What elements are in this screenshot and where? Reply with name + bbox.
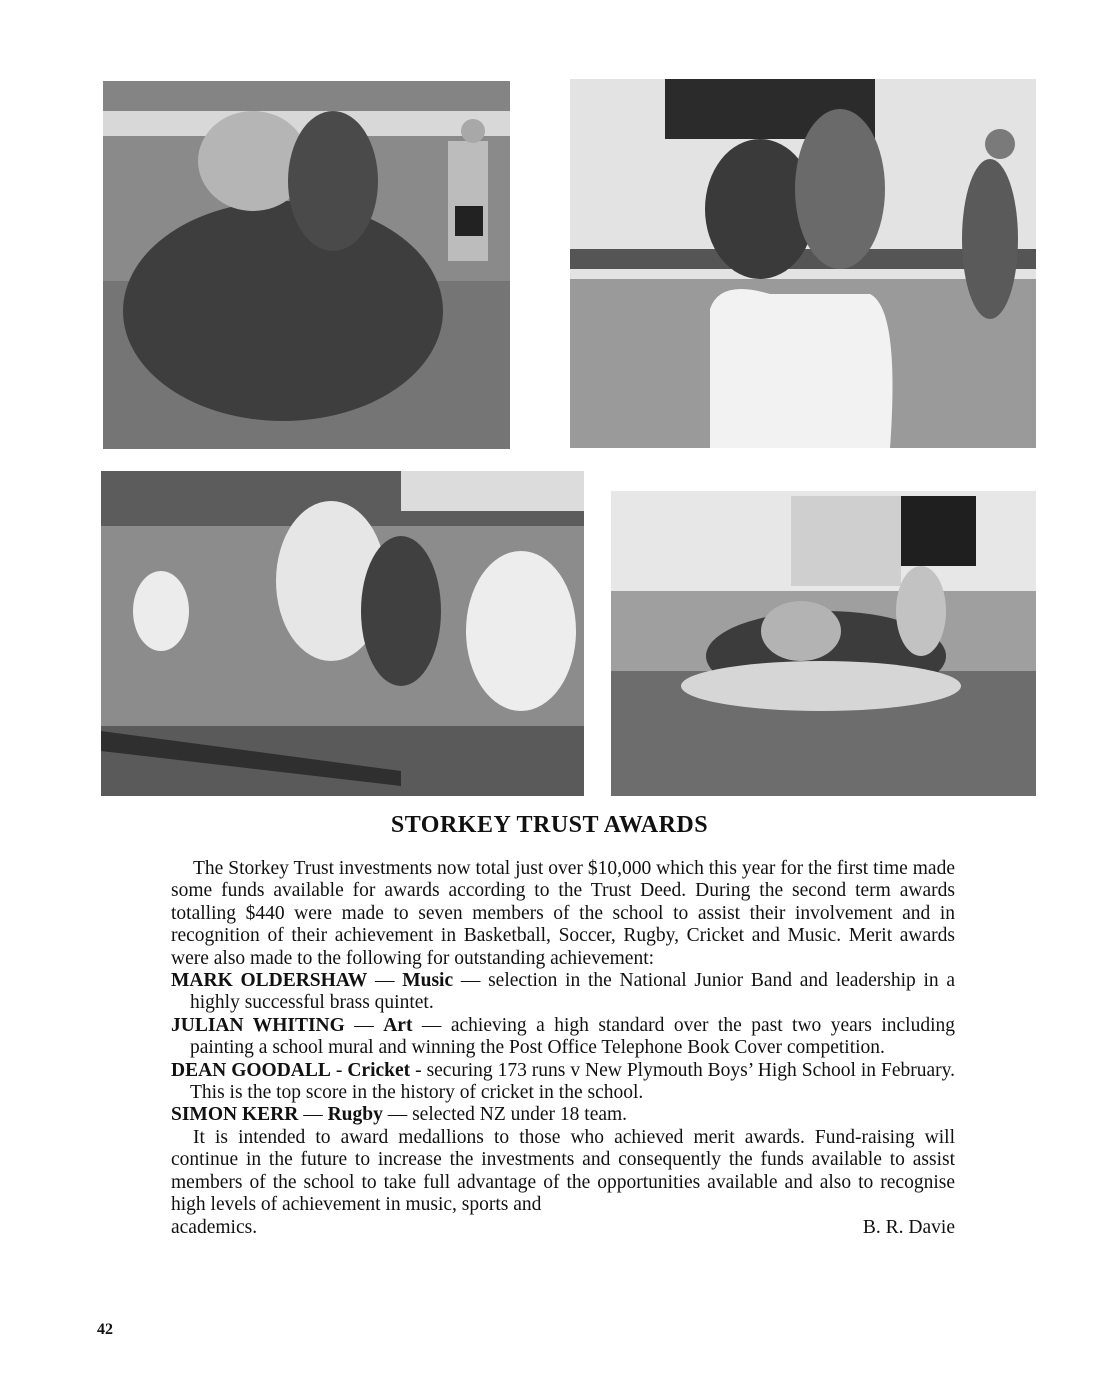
intro-paragraph: The Storkey Trust investments now total just over $10,000 which this year for the first time made some funds available for awards according to the Trust Deed. During the second term awards totalling $440 were made to seven members of the school to assist their involvement and in recognition of their achievement in Basketball, Soccer, Rugby, Cricket and Music. Merit awards were also made to the following for outstanding achievement:: [171, 858, 955, 969]
award-text: securing 173 runs v New Plymouth Boys’ High School in February. This is the top score in the history of cricket in the school.: [190, 1059, 955, 1104]
photo-pool-game-image: [611, 491, 1036, 796]
award-entry: [171, 970, 955, 1015]
photo-piggyback-race-image: [101, 471, 584, 796]
award-text: achieving a high standard over the past two years including painting a school mural and winning the Post Office Telephone Book Cover competition.: [190, 1014, 956, 1059]
award-entry: [171, 1060, 955, 1105]
award-entry: [171, 1015, 955, 1060]
closing-paragraph: It is intended to award medallions to those who achieved merit awards. Fund-raising will continue in the future to increase the investments and consequently the funds available to assist members of the school to take full advantage of the opportunities available and also to recognise high levels of achievement in music, sports and: [171, 1126, 955, 1216]
award-name: SIMON KERR: [171, 1104, 299, 1126]
award-separator: -: [330, 1059, 348, 1081]
award-separator: —: [344, 1014, 384, 1036]
award-category: Rugby: [327, 1104, 383, 1126]
photo-pool-game: [611, 491, 1036, 796]
award-name: MARK OLDERSHAW: [171, 970, 368, 992]
award-name: DEAN GOODALL: [171, 1059, 331, 1081]
award-text: selected NZ under 18 team.: [412, 1104, 628, 1126]
award-category: Cricket: [347, 1059, 411, 1081]
photo-pyramid: [103, 81, 510, 449]
award-separator: —: [367, 970, 403, 992]
award-separator: —: [382, 1104, 413, 1126]
award-entry: [171, 1104, 955, 1126]
award-separator: —: [298, 1104, 328, 1126]
award-category: Music: [402, 970, 454, 992]
closing-last-line: [171, 1217, 955, 1239]
page-number: 42: [97, 1321, 113, 1338]
photo-pyramid-image: [103, 81, 510, 449]
author-signature: B. R. Davie: [862, 1216, 955, 1238]
article-title: STORKEY TRUST AWARDS: [390, 812, 709, 838]
photo-piggyback-race: [101, 471, 584, 796]
award-name: JULIAN WHITING: [171, 1014, 345, 1036]
award-separator: -: [410, 1059, 427, 1081]
award-separator: —: [412, 1014, 451, 1036]
award-category: Art: [383, 1014, 413, 1036]
award-separator: —: [453, 970, 489, 992]
photo-sack-race-image: [570, 79, 1036, 448]
photo-sack-race: [570, 79, 1036, 448]
award-text: selection in the National Junior Band and leadership in a highly successful brass quintet.: [190, 970, 956, 1014]
article-body: [171, 858, 955, 1239]
closing-last-word: academics.: [171, 1216, 258, 1238]
